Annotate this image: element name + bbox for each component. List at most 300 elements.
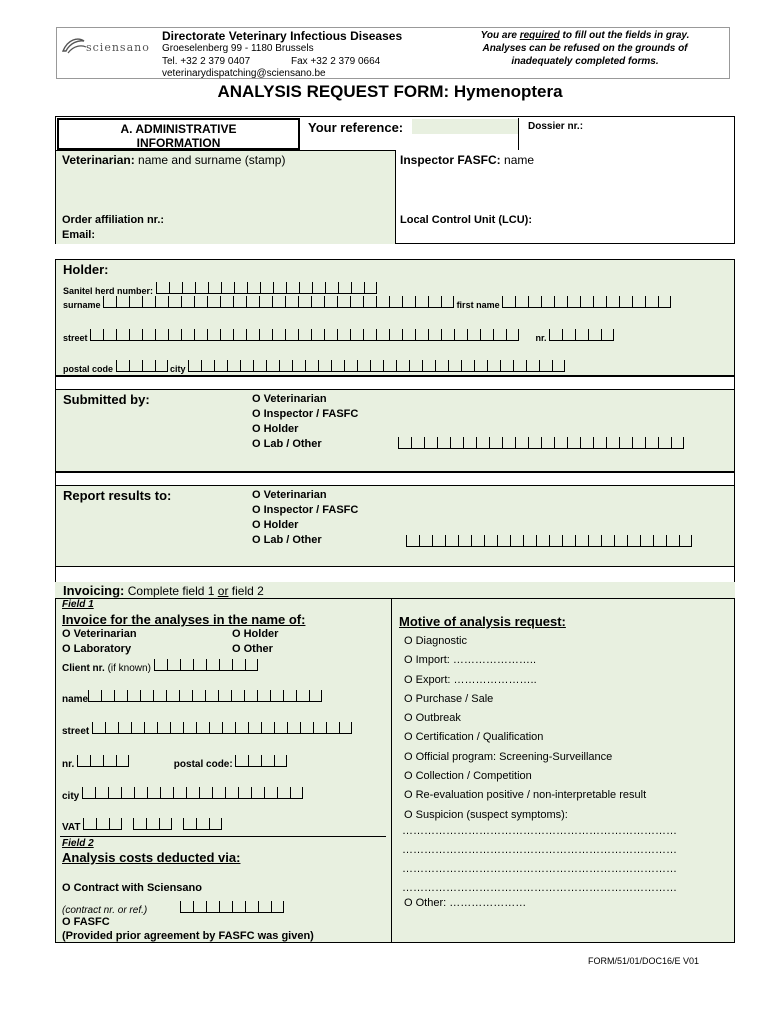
char-box[interactable] (232, 659, 245, 671)
char-box[interactable] (619, 437, 632, 449)
char-box[interactable] (601, 535, 614, 547)
char-box[interactable] (271, 901, 284, 913)
char-box[interactable] (199, 787, 212, 799)
char-box[interactable] (261, 722, 274, 734)
vat-input-2[interactable] (133, 818, 172, 831)
char-box[interactable] (248, 755, 261, 767)
char-box[interactable] (257, 690, 270, 702)
char-box[interactable] (580, 296, 593, 308)
char-box[interactable] (510, 535, 523, 547)
char-box[interactable] (209, 818, 222, 830)
submitted-option[interactable]: O Lab / Other (252, 438, 322, 450)
char-box[interactable] (640, 535, 653, 547)
char-box[interactable] (389, 296, 402, 308)
holder-city-input[interactable] (188, 360, 565, 373)
char-box[interactable] (376, 329, 389, 341)
char-box[interactable] (219, 659, 232, 671)
motive-option[interactable]: O Export: ………………….. (404, 673, 537, 686)
char-box[interactable] (493, 329, 506, 341)
contract-input[interactable] (180, 901, 284, 914)
char-box[interactable] (247, 282, 260, 294)
char-box[interactable] (129, 329, 142, 341)
char-box[interactable] (82, 787, 95, 799)
char-box[interactable] (234, 282, 247, 294)
char-box[interactable] (454, 329, 467, 341)
char-box[interactable] (632, 437, 645, 449)
char-box[interactable] (593, 437, 606, 449)
char-box[interactable] (273, 282, 286, 294)
char-box[interactable] (77, 755, 90, 767)
char-box[interactable] (101, 690, 114, 702)
char-box[interactable] (396, 360, 409, 372)
char-box[interactable] (619, 296, 632, 308)
motive-option[interactable]: O Re-evaluation positive / non-interpretable result (404, 789, 647, 802)
vat-input-1[interactable] (83, 818, 122, 831)
char-box[interactable] (337, 296, 350, 308)
char-box[interactable] (502, 296, 515, 308)
char-box[interactable] (220, 296, 233, 308)
dotted-line[interactable]: ………………………………………………………………… (402, 844, 677, 856)
holder-postal-input[interactable] (116, 360, 168, 373)
char-box[interactable] (127, 690, 140, 702)
char-box[interactable] (658, 437, 671, 449)
char-box[interactable] (445, 535, 458, 547)
char-box[interactable] (83, 818, 96, 830)
char-box[interactable] (645, 437, 658, 449)
char-box[interactable] (461, 360, 474, 372)
char-box[interactable] (290, 787, 303, 799)
char-box[interactable] (209, 722, 222, 734)
char-box[interactable] (95, 787, 108, 799)
char-box[interactable] (549, 535, 562, 547)
char-box[interactable] (221, 282, 234, 294)
char-box[interactable] (90, 329, 103, 341)
char-box[interactable] (196, 722, 209, 734)
char-box[interactable] (357, 360, 370, 372)
char-box[interactable] (575, 329, 588, 341)
char-box[interactable] (428, 329, 441, 341)
contract-option[interactable]: O Contract with Sciensano (62, 882, 202, 894)
char-box[interactable] (88, 690, 101, 702)
char-box[interactable] (480, 329, 493, 341)
fasfc-option[interactable]: O FASFC (62, 916, 110, 928)
char-box[interactable] (103, 329, 116, 341)
char-box[interactable] (383, 360, 396, 372)
char-box[interactable] (205, 690, 218, 702)
herd-number-input[interactable] (156, 282, 377, 295)
char-box[interactable] (96, 818, 109, 830)
char-box[interactable] (515, 296, 528, 308)
char-box[interactable] (350, 329, 363, 341)
char-box[interactable] (231, 690, 244, 702)
char-box[interactable] (528, 437, 541, 449)
char-box[interactable] (235, 755, 248, 767)
char-box[interactable] (155, 360, 168, 372)
report-option[interactable]: O Lab / Other (252, 534, 322, 546)
char-box[interactable] (114, 690, 127, 702)
char-box[interactable] (214, 360, 227, 372)
char-box[interactable] (259, 296, 272, 308)
char-box[interactable] (140, 690, 153, 702)
char-box[interactable] (313, 722, 326, 734)
char-box[interactable] (272, 296, 285, 308)
char-box[interactable] (463, 437, 476, 449)
your-reference-field[interactable] (412, 119, 518, 134)
char-box[interactable] (277, 787, 290, 799)
char-box[interactable] (580, 437, 593, 449)
char-box[interactable] (324, 296, 337, 308)
char-box[interactable] (339, 722, 352, 734)
char-box[interactable] (253, 360, 266, 372)
char-box[interactable] (208, 282, 221, 294)
char-box[interactable] (474, 360, 487, 372)
char-box[interactable] (554, 296, 567, 308)
char-box[interactable] (193, 901, 206, 913)
char-box[interactable] (645, 296, 658, 308)
char-box[interactable] (338, 282, 351, 294)
char-box[interactable] (513, 360, 526, 372)
holder-street-input[interactable] (90, 329, 519, 342)
char-box[interactable] (144, 722, 157, 734)
char-box[interactable] (103, 296, 116, 308)
char-box[interactable] (428, 296, 441, 308)
char-box[interactable] (245, 659, 258, 671)
char-box[interactable] (233, 296, 246, 308)
char-box[interactable] (212, 787, 225, 799)
vat-input-3[interactable] (183, 818, 222, 831)
char-box[interactable] (549, 329, 562, 341)
char-box[interactable] (196, 818, 209, 830)
char-box[interactable] (337, 329, 350, 341)
char-box[interactable] (173, 787, 186, 799)
surname-input[interactable] (103, 296, 454, 309)
char-box[interactable] (411, 437, 424, 449)
char-box[interactable] (318, 360, 331, 372)
first-name-input[interactable] (502, 296, 671, 309)
char-box[interactable] (142, 296, 155, 308)
submitted-other-input[interactable] (398, 436, 684, 449)
char-box[interactable] (183, 818, 196, 830)
char-box[interactable] (245, 901, 258, 913)
char-box[interactable] (331, 360, 344, 372)
invoice-name-input[interactable] (88, 690, 322, 703)
char-box[interactable] (129, 296, 142, 308)
char-box[interactable] (194, 329, 207, 341)
char-box[interactable] (502, 437, 515, 449)
char-box[interactable] (671, 437, 684, 449)
char-box[interactable] (270, 690, 283, 702)
char-box[interactable] (526, 360, 539, 372)
report-other-input[interactable] (406, 534, 692, 547)
char-box[interactable] (489, 437, 502, 449)
char-box[interactable] (155, 296, 168, 308)
invoice-street-input[interactable] (92, 722, 352, 735)
char-box[interactable] (147, 787, 160, 799)
char-box[interactable] (448, 360, 461, 372)
char-box[interactable] (292, 360, 305, 372)
char-box[interactable] (246, 329, 259, 341)
char-box[interactable] (116, 296, 129, 308)
char-box[interactable] (325, 282, 338, 294)
report-option[interactable]: O Inspector / FASFC (252, 504, 359, 516)
char-box[interactable] (225, 787, 238, 799)
invoice-postal-input[interactable] (235, 755, 287, 768)
char-box[interactable] (415, 329, 428, 341)
char-box[interactable] (363, 296, 376, 308)
char-box[interactable] (142, 360, 155, 372)
char-box[interactable] (458, 535, 471, 547)
char-box[interactable] (166, 690, 179, 702)
char-box[interactable] (326, 722, 339, 734)
motive-option[interactable]: O Purchase / Sale (404, 692, 494, 705)
char-box[interactable] (497, 535, 510, 547)
report-option[interactable]: O Veterinarian (252, 489, 327, 501)
char-box[interactable] (272, 329, 285, 341)
char-box[interactable] (370, 360, 383, 372)
char-box[interactable] (238, 787, 251, 799)
char-box[interactable] (309, 690, 322, 702)
char-box[interactable] (207, 329, 220, 341)
char-box[interactable] (261, 755, 274, 767)
char-box[interactable] (344, 360, 357, 372)
char-box[interactable] (251, 787, 264, 799)
char-box[interactable] (441, 296, 454, 308)
char-box[interactable] (133, 818, 146, 830)
char-box[interactable] (541, 296, 554, 308)
char-box[interactable] (244, 690, 257, 702)
char-box[interactable] (206, 659, 219, 671)
char-box[interactable] (419, 535, 432, 547)
char-box[interactable] (424, 437, 437, 449)
char-box[interactable] (300, 722, 313, 734)
char-box[interactable] (363, 329, 376, 341)
char-box[interactable] (299, 282, 312, 294)
char-box[interactable] (218, 690, 231, 702)
char-box[interactable] (279, 360, 292, 372)
char-box[interactable] (283, 690, 296, 702)
char-box[interactable] (183, 722, 196, 734)
char-box[interactable] (227, 360, 240, 372)
char-box[interactable] (157, 722, 170, 734)
char-box[interactable] (389, 329, 402, 341)
motive-option[interactable]: O Diagnostic (404, 635, 467, 647)
char-box[interactable] (679, 535, 692, 547)
char-box[interactable] (666, 535, 679, 547)
char-box[interactable] (364, 282, 377, 294)
motive-option[interactable]: O Import: ………………….. (404, 654, 537, 667)
char-box[interactable] (90, 755, 103, 767)
char-box[interactable] (541, 437, 554, 449)
char-box[interactable] (170, 722, 183, 734)
char-box[interactable] (108, 787, 121, 799)
char-box[interactable] (588, 535, 601, 547)
char-box[interactable] (259, 329, 272, 341)
char-box[interactable] (180, 659, 193, 671)
char-box[interactable] (311, 296, 324, 308)
motive-option[interactable]: O Collection / Competition (404, 770, 532, 783)
char-box[interactable] (285, 296, 298, 308)
char-box[interactable] (168, 329, 181, 341)
char-box[interactable] (219, 901, 232, 913)
char-box[interactable] (606, 296, 619, 308)
client-nr-input[interactable] (154, 659, 258, 672)
holder-nr-input[interactable] (549, 329, 614, 342)
char-box[interactable] (260, 282, 273, 294)
char-box[interactable] (266, 360, 279, 372)
char-box[interactable] (614, 535, 627, 547)
char-box[interactable] (415, 296, 428, 308)
char-box[interactable] (554, 437, 567, 449)
char-box[interactable] (562, 329, 575, 341)
char-box[interactable] (181, 296, 194, 308)
dotted-line[interactable]: ………………………………………………………………… (402, 863, 677, 875)
char-box[interactable] (287, 722, 300, 734)
char-box[interactable] (506, 329, 519, 341)
char-box[interactable] (409, 360, 422, 372)
char-box[interactable] (246, 296, 259, 308)
char-box[interactable] (406, 535, 419, 547)
char-box[interactable] (206, 901, 219, 913)
char-box[interactable] (103, 755, 116, 767)
char-box[interactable] (658, 296, 671, 308)
char-box[interactable] (528, 296, 541, 308)
char-box[interactable] (194, 296, 207, 308)
char-box[interactable] (312, 282, 325, 294)
invoice-nr-input[interactable] (77, 755, 129, 768)
motive-option[interactable]: O Suspicion (suspect symptoms): (404, 808, 568, 821)
char-box[interactable] (192, 690, 205, 702)
char-box[interactable] (376, 296, 389, 308)
char-box[interactable] (653, 535, 666, 547)
char-box[interactable] (159, 818, 172, 830)
char-box[interactable] (168, 296, 181, 308)
char-box[interactable] (131, 722, 144, 734)
char-box[interactable] (207, 296, 220, 308)
motive-option[interactable]: O Official program: Screening-Surveillance (404, 750, 613, 763)
char-box[interactable] (109, 818, 122, 830)
opt-veterinarian[interactable]: O Veterinarian (62, 628, 137, 640)
char-box[interactable] (324, 329, 337, 341)
char-box[interactable] (432, 535, 445, 547)
char-box[interactable] (467, 329, 480, 341)
char-box[interactable] (156, 282, 169, 294)
char-box[interactable] (285, 329, 298, 341)
char-box[interactable] (515, 437, 528, 449)
char-box[interactable] (305, 360, 318, 372)
char-box[interactable] (593, 296, 606, 308)
char-box[interactable] (155, 329, 168, 341)
char-box[interactable] (154, 659, 167, 671)
submitted-option[interactable]: O Inspector / FASFC (252, 408, 359, 420)
char-box[interactable] (539, 360, 552, 372)
char-box[interactable] (240, 360, 253, 372)
char-box[interactable] (552, 360, 565, 372)
char-box[interactable] (536, 535, 549, 547)
opt-other[interactable]: O Other (232, 643, 273, 655)
char-box[interactable] (441, 329, 454, 341)
char-box[interactable] (193, 659, 206, 671)
char-box[interactable] (188, 360, 201, 372)
char-box[interactable] (601, 329, 614, 341)
char-box[interactable] (398, 437, 411, 449)
char-box[interactable] (437, 437, 450, 449)
char-box[interactable] (350, 296, 363, 308)
char-box[interactable] (562, 535, 575, 547)
char-box[interactable] (235, 722, 248, 734)
char-box[interactable] (105, 722, 118, 734)
opt-laboratory[interactable]: O Laboratory (62, 643, 132, 655)
char-box[interactable] (264, 787, 277, 799)
char-box[interactable] (402, 329, 415, 341)
char-box[interactable] (201, 360, 214, 372)
char-box[interactable] (567, 296, 580, 308)
char-box[interactable] (129, 360, 142, 372)
char-box[interactable] (92, 722, 105, 734)
char-box[interactable] (632, 296, 645, 308)
char-box[interactable] (116, 755, 129, 767)
char-box[interactable] (567, 437, 580, 449)
char-box[interactable] (575, 535, 588, 547)
char-box[interactable] (182, 282, 195, 294)
char-box[interactable] (274, 755, 287, 767)
char-box[interactable] (435, 360, 448, 372)
char-box[interactable] (471, 535, 484, 547)
char-box[interactable] (118, 722, 131, 734)
char-box[interactable] (121, 787, 134, 799)
char-box[interactable] (186, 787, 199, 799)
char-box[interactable] (311, 329, 324, 341)
opt-holder[interactable]: O Holder (232, 628, 279, 640)
char-box[interactable] (500, 360, 513, 372)
char-box[interactable] (167, 659, 180, 671)
char-box[interactable] (248, 722, 261, 734)
char-box[interactable] (274, 722, 287, 734)
char-box[interactable] (298, 296, 311, 308)
dotted-line[interactable]: ………………………………………………………………… (402, 882, 677, 894)
char-box[interactable] (627, 535, 640, 547)
char-box[interactable] (153, 690, 166, 702)
char-box[interactable] (484, 535, 497, 547)
char-box[interactable] (523, 535, 536, 547)
char-box[interactable] (116, 360, 129, 372)
char-box[interactable] (487, 360, 500, 372)
char-box[interactable] (351, 282, 364, 294)
char-box[interactable] (232, 901, 245, 913)
char-box[interactable] (588, 329, 601, 341)
char-box[interactable] (296, 690, 309, 702)
char-box[interactable] (258, 901, 271, 913)
char-box[interactable] (402, 296, 415, 308)
char-box[interactable] (298, 329, 311, 341)
char-box[interactable] (476, 437, 489, 449)
char-box[interactable] (179, 690, 192, 702)
motive-option[interactable]: O Outbreak (404, 712, 461, 725)
char-box[interactable] (160, 787, 173, 799)
char-box[interactable] (222, 722, 235, 734)
char-box[interactable] (233, 329, 246, 341)
char-box[interactable] (181, 329, 194, 341)
char-box[interactable] (169, 282, 182, 294)
motive-option[interactable]: O Certification / Qualification (404, 731, 544, 744)
char-box[interactable] (116, 329, 129, 341)
char-box[interactable] (220, 329, 233, 341)
char-box[interactable] (142, 329, 155, 341)
report-option[interactable]: O Holder (252, 519, 299, 531)
motive-other[interactable]: O Other: ………………… (404, 897, 527, 909)
char-box[interactable] (195, 282, 208, 294)
submitted-option[interactable]: O Holder (252, 423, 299, 435)
invoice-city-input[interactable] (82, 787, 303, 800)
